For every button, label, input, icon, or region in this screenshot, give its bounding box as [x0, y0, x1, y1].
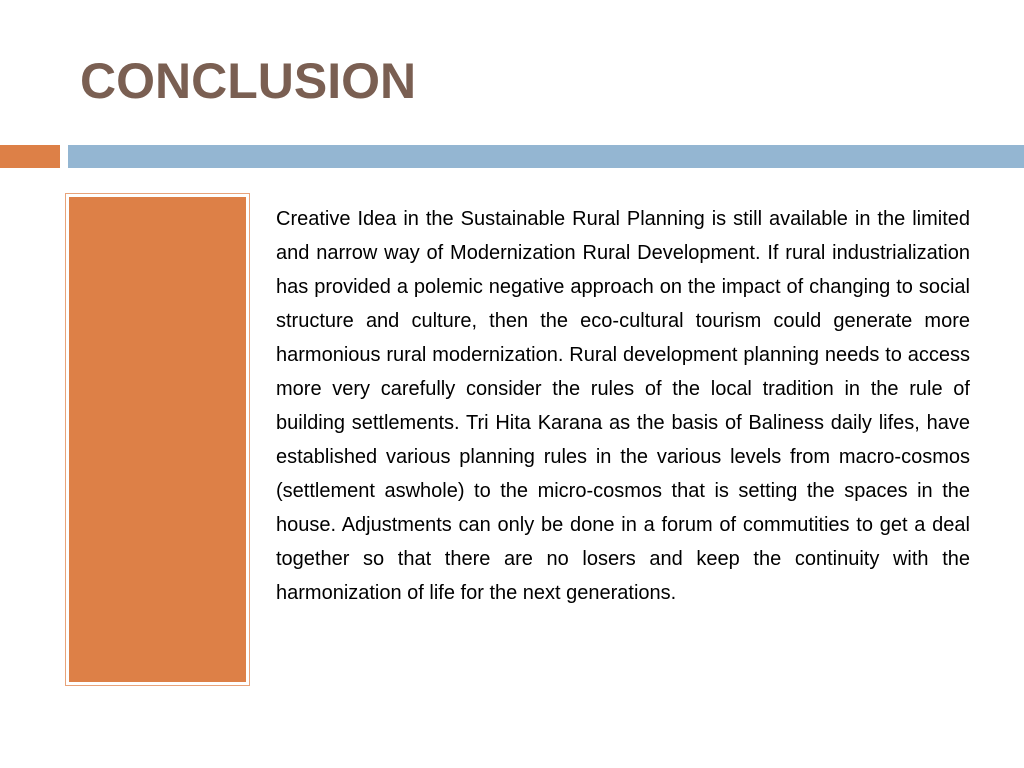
accent-bar-blue — [68, 145, 1024, 168]
conclusion-body-text: Creative Idea in the Sustainable Rural Planning is still available in the limited and narrow way of Modernization Rural Development. If rural industrialization has provided a polemic negative approach on the impact of changing to social structure and culture, then the eco-cultural tourism could generate more harmonious rural modernization. Rural development planning needs to access more very carefully consider the rules of the local tradition in the rule of building settlements. Tri Hita Karana as the basis of Baliness daily lifes, have established various planning rules in the various levels from macro-cosmos (settlement aswhole) to the micro-cosmos that is setting the spaces in the house. Adjustments can only be done in a forum of commutities to get a deal together so that there are no losers and keep the continuity with the harmonization of life for the next generations. — [276, 208, 970, 604]
decorative-side-panel — [65, 193, 250, 686]
slide-title: CONCLUSION — [80, 53, 417, 109]
accent-bar-orange — [0, 145, 60, 168]
decorative-side-panel-fill — [69, 197, 246, 682]
